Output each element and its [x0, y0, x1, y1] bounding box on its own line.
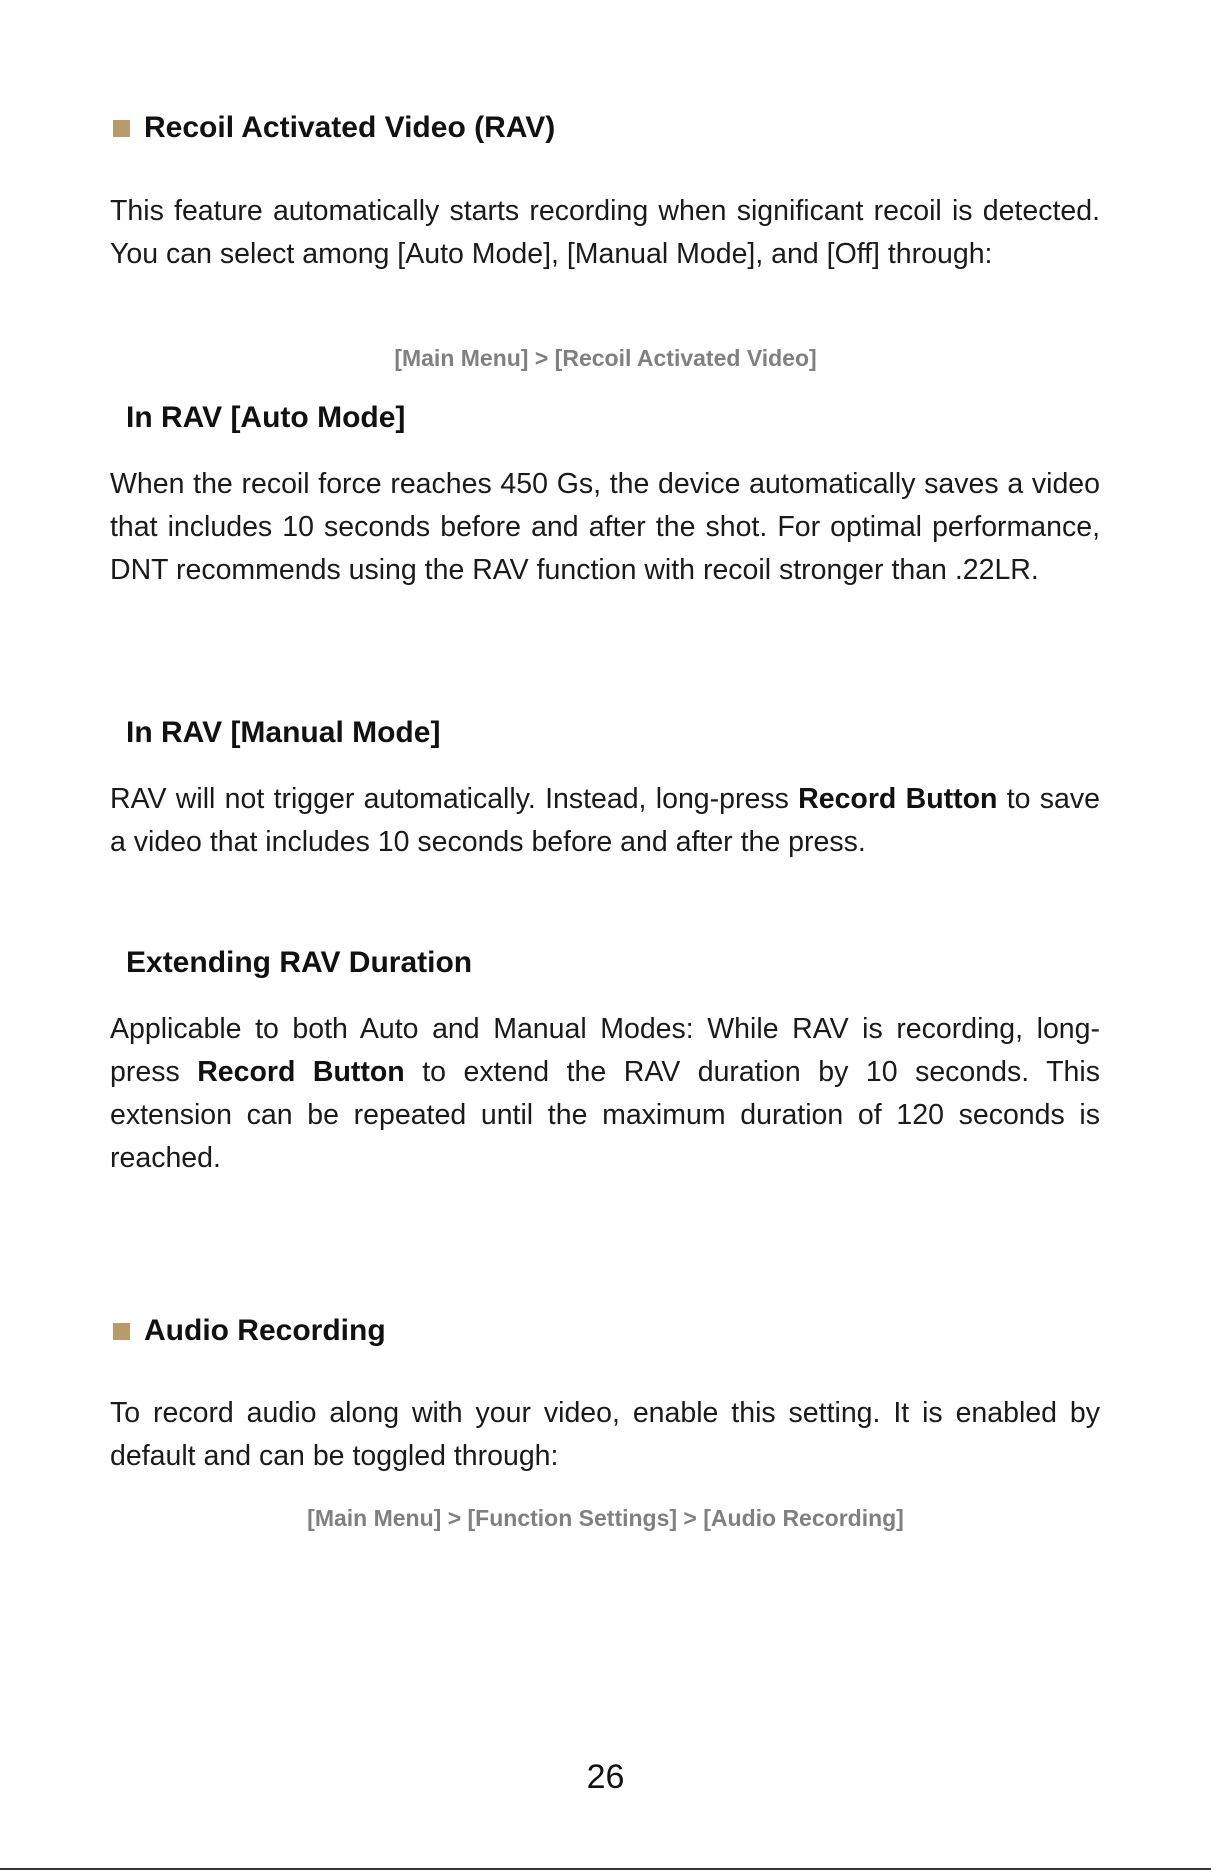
page-number: 26 — [586, 1758, 625, 1796]
section-heading-rav-text: Recoil Activated Video (RAV) — [144, 111, 556, 144]
extending-text-pre: Applicable to both Auto and Manual Modes: While RAV is recording, long-press — [110, 1013, 1100, 1088]
manual-mode-heading: In RAV [Manual Mode] — [126, 716, 441, 749]
manual-mode-paragraph — [110, 778, 1100, 864]
manual-mode-record-button-label: Record Button — [798, 783, 998, 815]
auto-mode-heading: In RAV [Auto Mode] — [126, 401, 406, 434]
section-heading-audio — [113, 1313, 386, 1349]
square-bullet-icon — [113, 120, 130, 137]
audio-menu-path: [Main Menu] > [Function Settings] > [Audio Recording] — [307, 1505, 904, 1531]
manual-mode-text-pre: RAV will not trigger automatically. Instead, long-press — [110, 783, 799, 815]
auto-mode-paragraph: When the recoil force reaches 450 Gs, the device automatically saves a video that includes 10 seconds before and after the shot. For optimal performance, DNT recommends using the RAV function with recoil stronger than .22LR. — [110, 468, 1100, 586]
rav-intro-paragraph: This feature automatically starts recording when significant recoil is detected. You can select among [Auto Mode], [Manual Mode], and [Off] through: — [110, 195, 1100, 270]
rav-menu-path: [Main Menu] > [Recoil Activated Video] — [394, 345, 817, 371]
manual-mode-text-post: to save a video that includes 10 seconds before and after the press. — [110, 783, 1100, 858]
square-bullet-icon — [113, 1323, 130, 1340]
audio-paragraph: To record audio along with your video, enable this setting. It is enabled by default and can be toggled through: — [110, 1397, 1100, 1472]
extending-text-post: to extend the RAV duration by 10 seconds. This extension can be repeated until the maximum duration of 120 seconds is reached. — [110, 1056, 1100, 1174]
section-heading-rav — [113, 110, 555, 146]
extending-record-button-label: Record Button — [197, 1056, 405, 1088]
section-heading-audio-text: Audio Recording — [144, 1314, 386, 1347]
extending-heading: Extending RAV Duration — [126, 946, 473, 979]
extending-paragraph — [110, 1008, 1100, 1180]
